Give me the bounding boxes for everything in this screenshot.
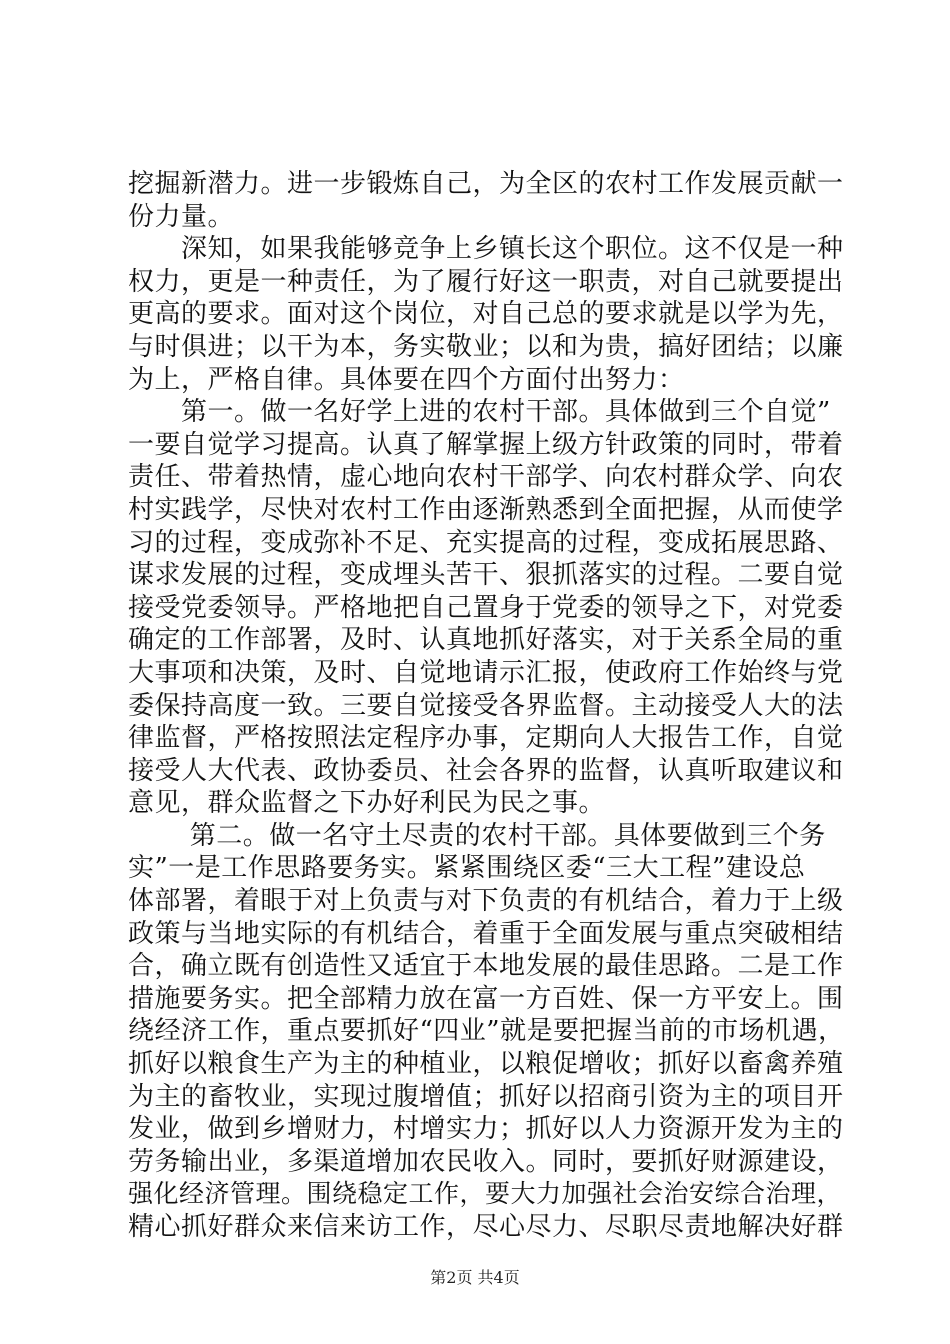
- text-line: 措施要务实。把全部精力放在富一方百姓、保一方平安上。围: [128, 983, 844, 1014]
- text-line: 为主的畜牧业，实现过腹增值；抓好以招商引资为主的项目开: [128, 1081, 844, 1112]
- text-line: 大事项和决策，及时、自觉地请示汇报，使政府工作始终与党: [128, 657, 844, 688]
- text-line: 接受人大代表、政协委员、社会各界的监督，认真听取建议和: [128, 755, 844, 786]
- page-footer: 第2页 共4页: [430, 1268, 520, 1287]
- text-line: 份力量。: [128, 201, 235, 232]
- text-line: 体部署，着眼于对上负责与对下负责的有机结合，着力于上级: [128, 886, 844, 917]
- text-line: 确定的工作部署，及时、认真地抓好落实，对于关系全局的重: [128, 625, 844, 656]
- text-line: 第二。做一名守土尽责的农村干部。具体要做到三个务: [128, 820, 826, 851]
- text-line: 精心抓好群众来信来访工作，尽心尽力、尽职尽责地解决好群: [128, 1212, 844, 1242]
- text-line: 第一。做一名好学上进的农村干部。具体做到三个自觉”: [128, 397, 831, 428]
- text-line: 更高的要求。面对这个岗位，对自己总的要求就是以学为先，: [128, 299, 844, 330]
- text-line: 为上，严格自律。具体要在四个方面付出努力：: [128, 364, 685, 395]
- text-line: 一要自觉学习提高。认真了解掌握上级方针政策的同时，带着: [128, 429, 844, 460]
- text-line: 权力，更是一种责任，为了履行好这一职责，对自己就要提出: [128, 266, 844, 297]
- text-line: 发业，做到乡增财力，村增实力；抓好以人力资源开发为主的: [128, 1114, 844, 1145]
- text-line: 与时俱进；以干为本，务实敬业；以和为贵，搞好团结；以廉: [128, 331, 844, 362]
- text-line: 政策与当地实际的有机结合，着重于全面发展与重点突破相结: [128, 918, 844, 949]
- text-line: 强化经济管理。围绕稳定工作，要大力加强社会治安综合治理，: [128, 1179, 843, 1209]
- text-line: 意见，群众监督之下办好利民为民之事。: [128, 788, 606, 819]
- body-text: [128, 168, 848, 1244]
- text-line: 绕经济工作，重点要抓好“四业”就是要把握当前的市场机遇，: [128, 1016, 845, 1047]
- text-line: 律监督，严格按照法定程序办事，定期向人大报告工作，自觉: [128, 723, 844, 754]
- text-line: 责任、带着热情，虚心地向农村干部学、向农村群众学、向农: [128, 462, 844, 493]
- text-line: 劳务输出业，多渠道增加农民收入。同时，要抓好财源建设，: [128, 1146, 844, 1177]
- text-line: 挖掘新潜力。进一步锻炼自己，为全区的农村工作发展贡献一: [128, 169, 844, 199]
- text-line: 合，确立既有创造性又适宜于本地发展的最佳思路。二是工作: [128, 951, 844, 982]
- text-line: 谋求发展的过程，变成埋头苦干、狠抓落实的过程。二要自觉: [128, 560, 844, 591]
- text-line: 村实践学，尽快对农村工作由逐渐熟悉到全面把握，从而使学: [128, 494, 844, 525]
- text-line: 深知，如果我能够竞争上乡镇长这个职位。这不仅是一种: [128, 234, 844, 265]
- text-line: 实”一是工作思路要务实。紧紧围绕区委“三大工程”建设总: [128, 853, 806, 884]
- text-line: 习的过程，变成弥补不足、充实提高的过程，变成拓展思路、: [128, 527, 844, 558]
- text-line: 委保持高度一致。三要自觉接受各界监督。主动接受人大的法: [128, 690, 844, 721]
- text-line: 接受党委领导。严格地把自己置身于党委的领导之下，对党委: [128, 592, 844, 623]
- text-line: 抓好以粮食生产为主的种植业，以粮促增收；抓好以畜禽养殖: [128, 1049, 844, 1080]
